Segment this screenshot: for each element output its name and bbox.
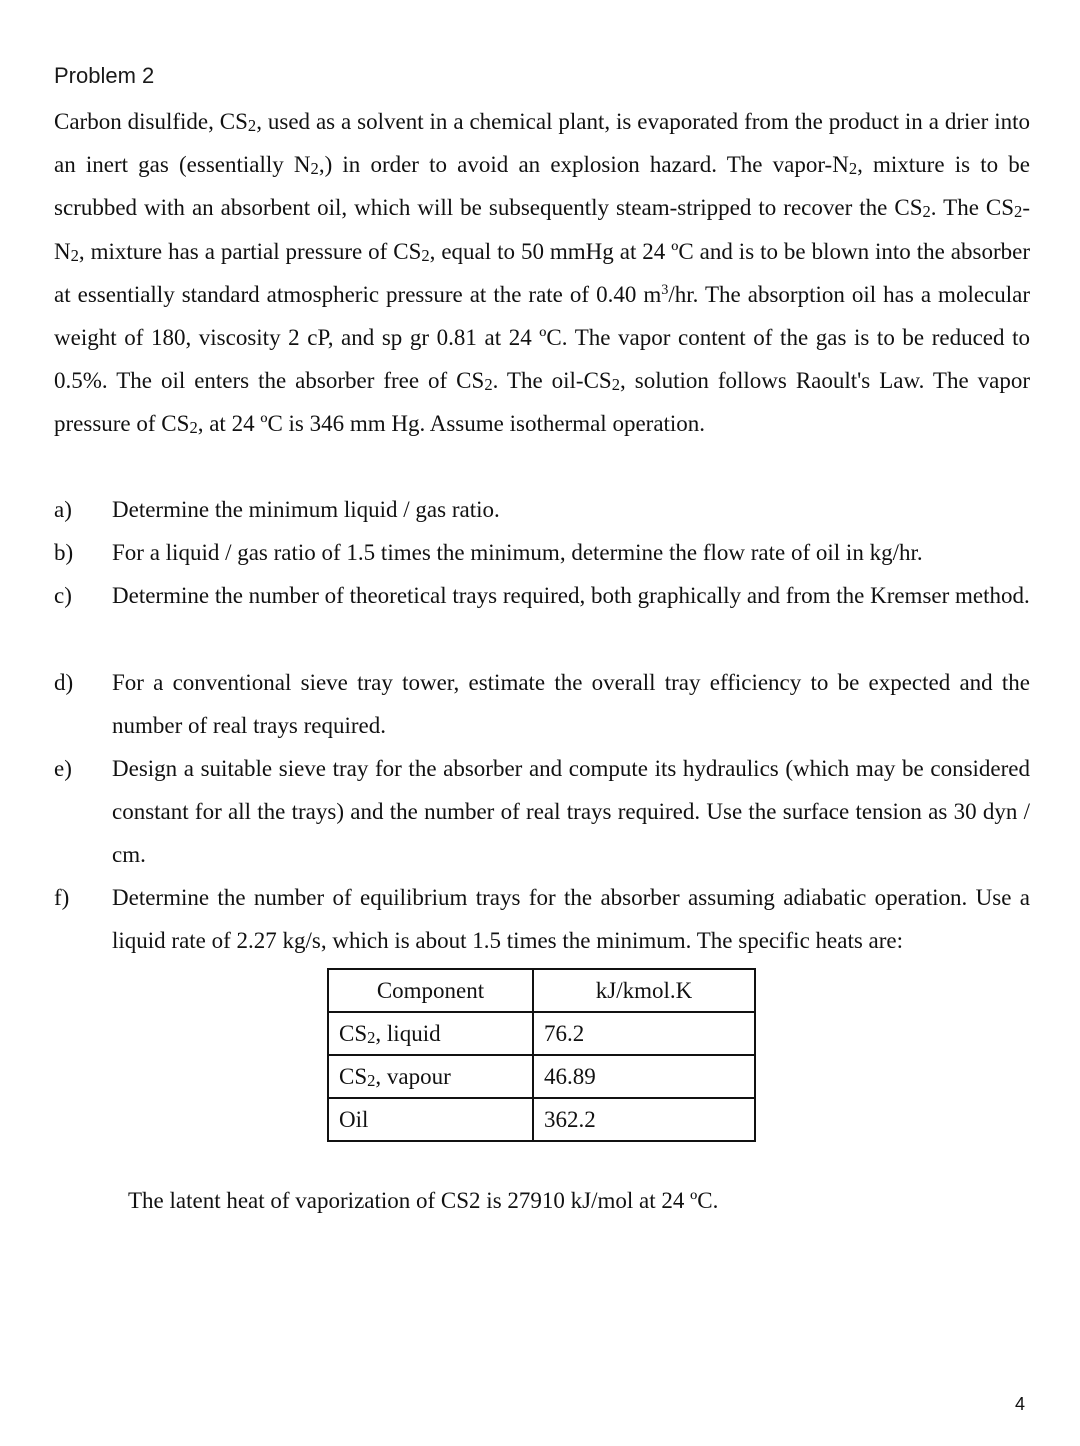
- problem-statement: Carbon disulfide, CS2, used as a solvent in a chemical plant, is evaporated from the product in a drier into an inert gas (essentially N2,) in order to avoid an explosion hazard. The vapor-N2, mixture is to be scrubbed with an absorbent oil, which will be subsequently steam-stripped to recover the CS2. The CS2-N2, mixture has a partial pressure of CS2, equal to 50 mmHg at 24 ºC and is to be blown into the absorber at essentially standard atmospheric pressure at the rate of 0.40 $m^3/hr$. The absorption oil has a molecular weight of 180, viscosity 2 cP, and sp gr 0.81 at 24 ºC. The vapor content of the gas is to be reduced to 0.5%. The oil enters the absorber free of CS2. The oil-CS2, solution follows Raoult's Law. The vapor pressure of CS2, at 24 ºC is 346 mm Hg. Assume isothermal operation.: [54, 109, 1031, 438]
- page-number: 4: [1015, 1394, 1026, 1414]
- item-label: e): [54, 756, 72, 781]
- component-cell: CS2, vapour: [328, 1055, 533, 1098]
- table-row: [328, 1098, 755, 1141]
- item-label: a): [54, 497, 72, 522]
- item-label: f): [54, 885, 70, 910]
- table-header-cell: Component: [328, 969, 533, 1012]
- value-cell: 76.2: [533, 1012, 755, 1055]
- value-cell: 46.89: [533, 1055, 755, 1098]
- component-cell: Oil: [328, 1098, 533, 1141]
- item-text: Determine the number of equilibrium trays for the absorber assuming adiabatic operation. Use a liquid rate of 2.27 kg/s, which is about 1.5 times the minimum. The specific heats are:: [112, 885, 1030, 954]
- problem-heading: Problem 2: [54, 63, 155, 88]
- item-text: For a conventional sieve tray tower, estimate the overall tray efficiency to be expected and the number of real trays required.: [112, 670, 1030, 739]
- table-row: [328, 1055, 755, 1098]
- item-label: b): [54, 540, 74, 565]
- table-header-cell: kJ/kmol.K: [533, 969, 755, 1012]
- latent-heat-note: The latent heat of vaporization of CS2 is 27910 kJ/mol at 24 ºC.: [128, 1188, 719, 1213]
- item-text: Design a suitable sieve tray for the absorber and compute its hydraulics (which may be considered constant for all the trays) and the number of real trays required. Use the surface tension as 30 dyn / cm.: [112, 756, 1030, 868]
- table-header-row: [328, 969, 755, 1012]
- specific-heat-table: [327, 968, 756, 1142]
- item-text: Determine the minimum liquid / gas ratio.: [112, 497, 500, 522]
- item-text: For a liquid / gas ratio of 1.5 times the minimum, determine the flow rate of oil in kg/hr.: [112, 540, 923, 565]
- value-cell: 362.2: [533, 1098, 755, 1141]
- item-label: c): [54, 583, 72, 608]
- item-text: Determine the number of theoretical trays required, both graphically and from the Kremser method.: [112, 583, 1030, 608]
- component-cell: CS2, liquid: [328, 1012, 533, 1055]
- item-label: d): [54, 670, 74, 695]
- table-row: [328, 1012, 755, 1055]
